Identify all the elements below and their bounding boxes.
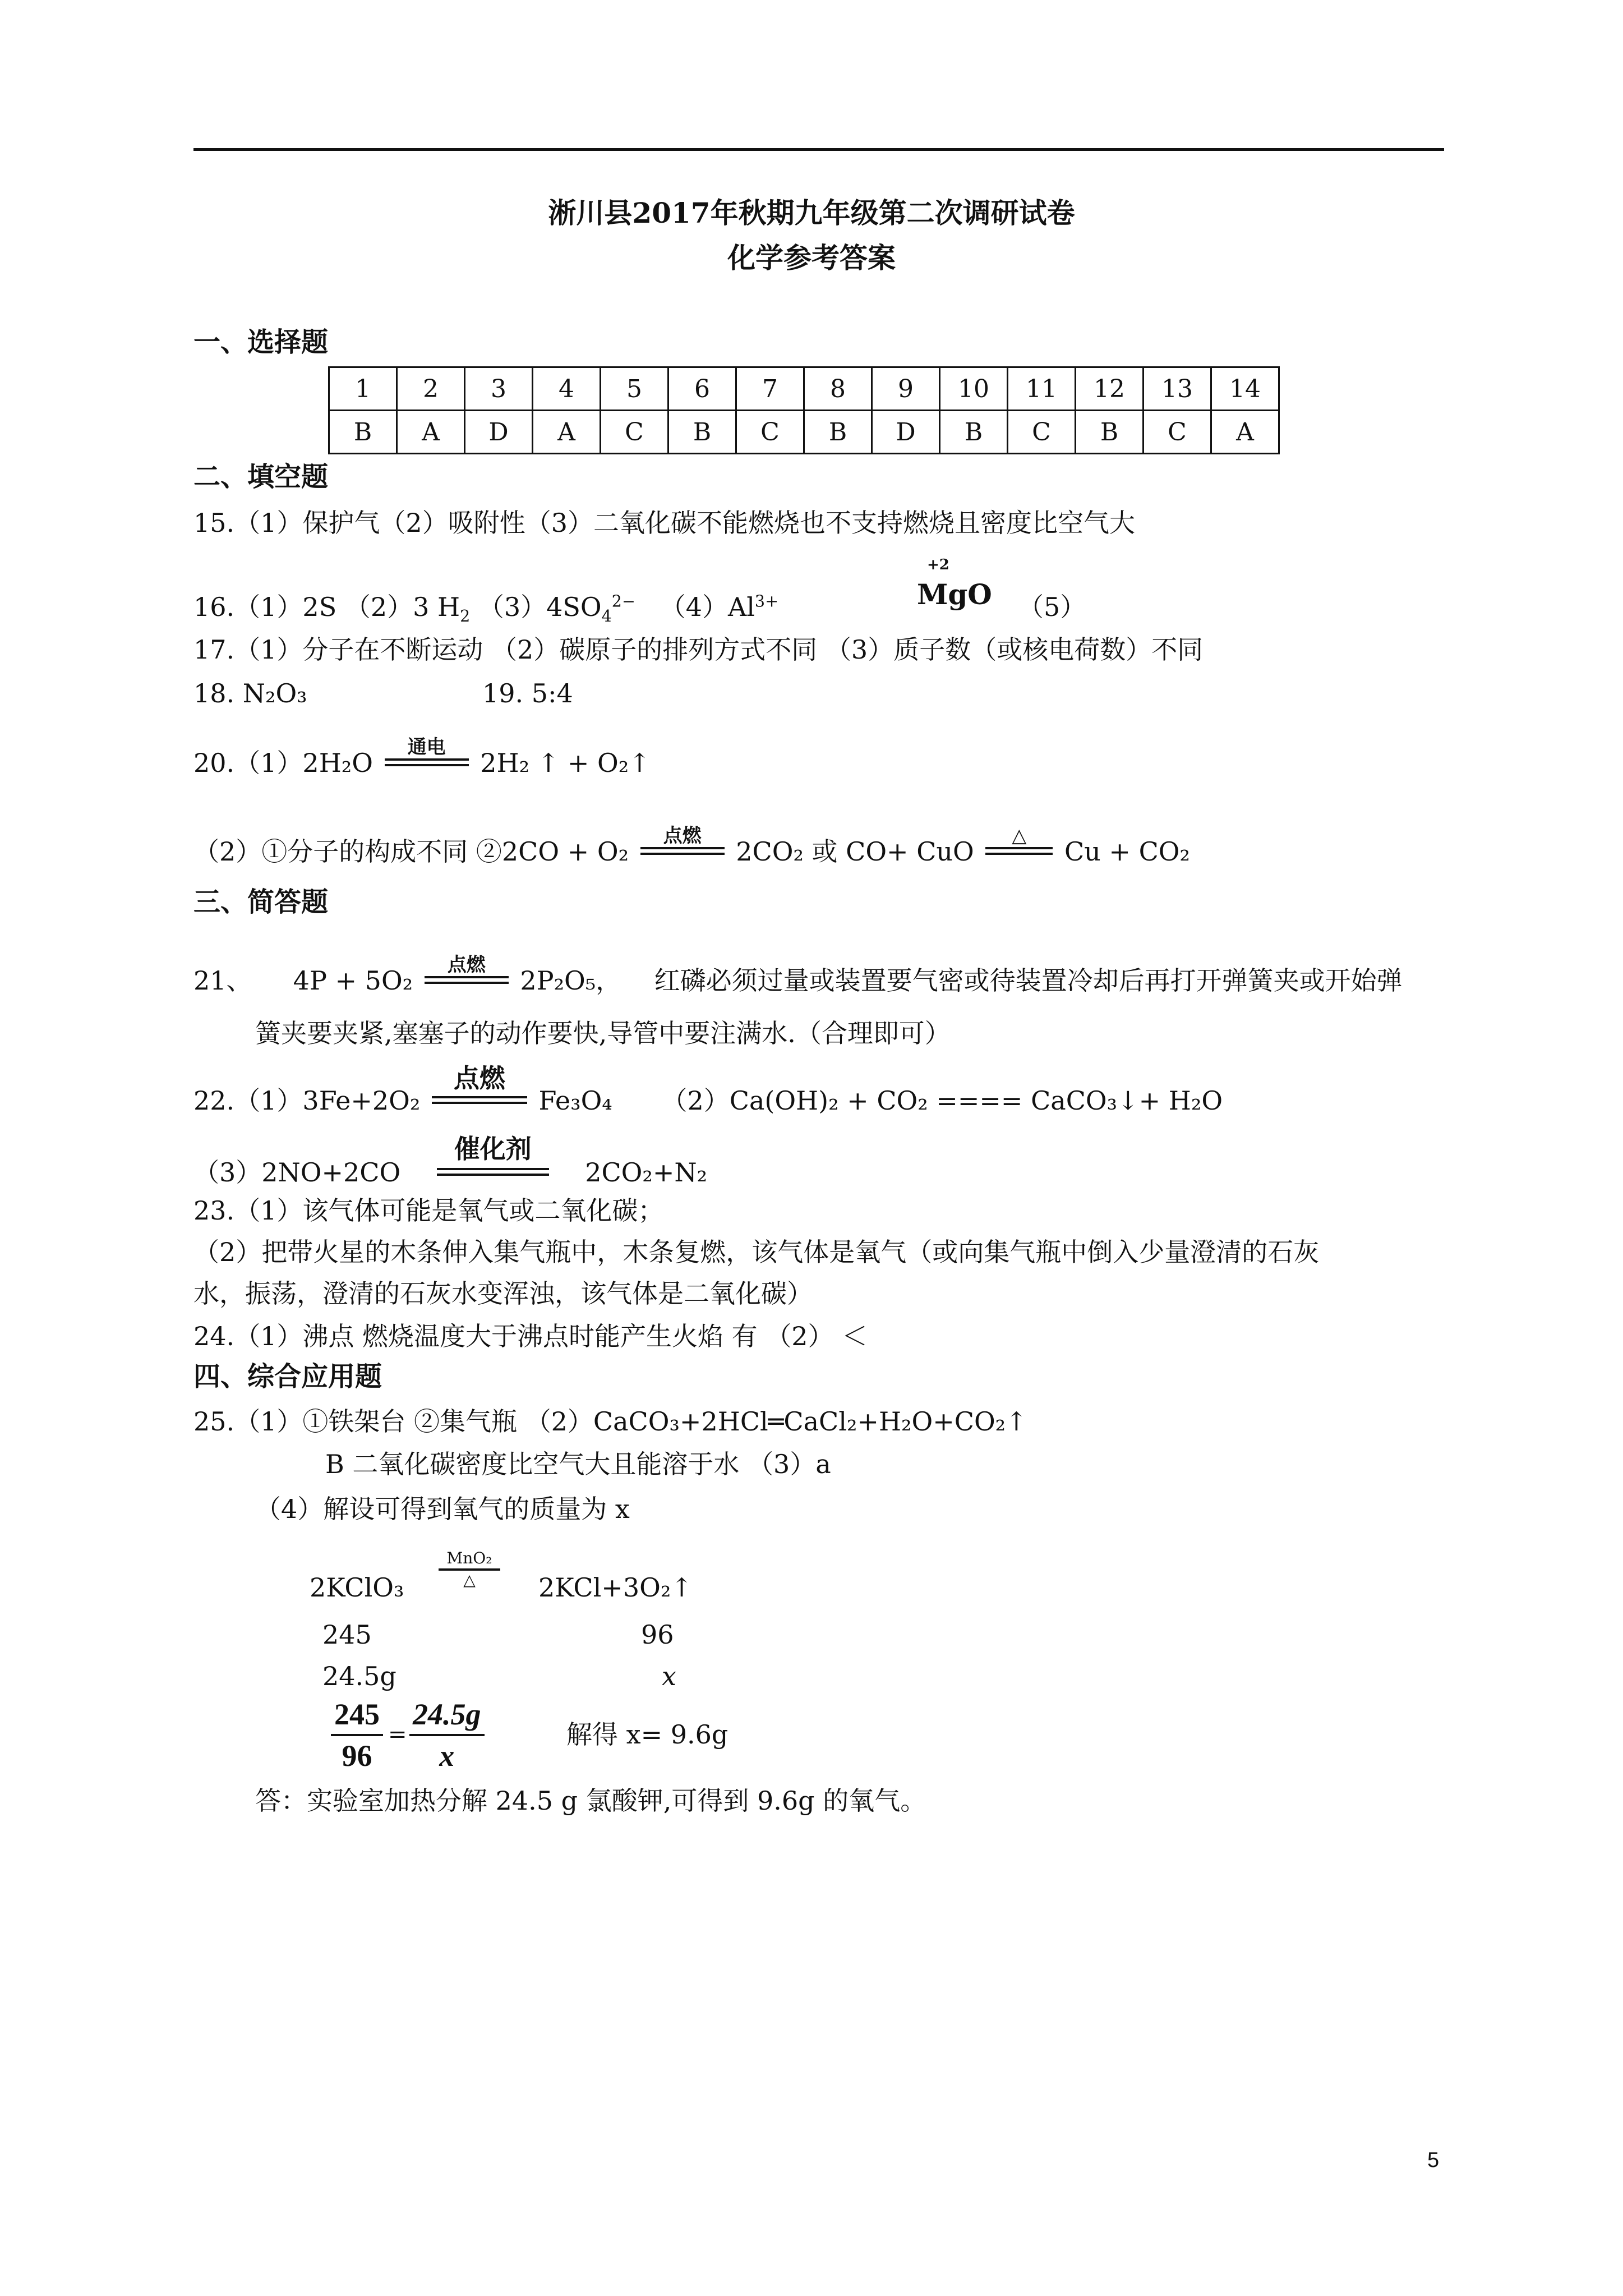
q16-part4: （4）Al <box>660 592 755 622</box>
table-cell: 11 <box>1008 367 1076 411</box>
header-rule <box>193 148 1444 151</box>
section-short-answer: 三、简答题 <box>193 886 329 918</box>
q21-eq-left: 4P + 5O₂ <box>293 965 413 996</box>
question-20-part2 <box>193 825 1190 868</box>
q16-mgo-oxidation: +2 <box>927 556 949 573</box>
table-cell: 5 <box>601 367 668 411</box>
q20-condition-bar <box>385 758 469 761</box>
q21-condition-bar <box>425 976 509 978</box>
q25-solve: 解得 x= 9.6g <box>566 1719 728 1750</box>
q20-condition-label: 通电 <box>407 736 446 758</box>
q16-mgo-formula: MgO <box>917 578 992 611</box>
q22-part1-end: Fe₃O₄ <box>538 1085 612 1116</box>
q22-condition-3-label: 催化剂 <box>454 1134 532 1164</box>
q22-condition-3 <box>437 1134 549 1186</box>
q25-eq-left: 2KClO₃ <box>310 1572 404 1603</box>
table-cell: B <box>804 411 872 454</box>
page-number: 5 <box>1427 2148 1440 2172</box>
question-20-part1 <box>193 736 651 780</box>
q20-condition-bar <box>640 853 725 855</box>
table-cell: 1 <box>329 367 397 411</box>
table-cell: B <box>940 411 1008 454</box>
section-fill-blank: 二、填空题 <box>193 461 329 493</box>
q22-part3-lead: （3）2NO+2CO <box>193 1157 401 1188</box>
answer-table <box>328 366 1280 454</box>
q20-part2-lead: （2）①分子的构成不同 ②2CO + O₂ <box>193 836 629 867</box>
q21-number: 21、 <box>193 965 252 996</box>
q20-condition-2 <box>640 825 725 865</box>
page-title: 淅川县2017年秋期九年级第二次调研试卷 <box>548 196 1075 229</box>
question-25-line-3: （4）解设可得到氧气的质量为 x <box>255 1494 630 1524</box>
q21-text-1: 红磷必须过量或装置要气密或待装置冷却后再打开弹簧夹或开始弹 <box>654 965 1403 996</box>
q25-answer: 答：实验室加热分解 24.5 g 氯酸钾,可得到 9.6g 的氧气。 <box>255 1786 926 1816</box>
table-cell: 2 <box>397 367 465 411</box>
q20-product: 2H₂ ↑ + O₂↑ <box>480 748 651 778</box>
table-cell: D <box>465 411 533 454</box>
q25-eq-right: 2KCl+3O₂↑ <box>538 1572 693 1603</box>
q21-condition-bar <box>425 982 509 984</box>
table-cell: C <box>601 411 668 454</box>
q20-part2-mid: 2CO₂ 或 CO+ CuO <box>736 836 974 867</box>
question-23-line-2: （2）把带火星的木条伸入集气瓶中，木条复燃，该气体是氧气（或向集气瓶中倒入少量澄清的石灰 <box>193 1237 1320 1267</box>
q20-condition-bar <box>385 764 469 766</box>
q25-condition-bottom: △ <box>463 1571 476 1589</box>
section-comprehensive: 四、综合应用题 <box>193 1361 382 1392</box>
q20-part2-end: Cu + CO₂ <box>1064 836 1190 867</box>
table-cell: C <box>1144 411 1211 454</box>
q22-part3-end: 2CO₂+N₂ <box>585 1157 708 1188</box>
table-cell: 12 <box>1076 367 1144 411</box>
q25-fraction-2-num: 24.5g <box>409 1697 485 1736</box>
q25-equals: = <box>388 1722 407 1747</box>
table-cell: A <box>1211 411 1279 454</box>
q25-fraction-2 <box>409 1697 485 1773</box>
q16-so4-charge: 2− <box>611 592 635 611</box>
q21-eq-right: 2P₂O₅， <box>520 965 622 996</box>
q25-fraction-2-den: x <box>439 1739 455 1773</box>
q22-condition-bar <box>437 1168 549 1170</box>
q16-part3: （3）4SO <box>478 592 602 622</box>
q20-condition-bar <box>985 853 1053 855</box>
table-cell: B <box>668 411 736 454</box>
q20-condition-3-label: △ <box>1012 825 1027 847</box>
q25-fraction-1 <box>331 1697 383 1773</box>
question-19: 19. 5:4 <box>482 678 573 708</box>
table-cell: B <box>329 411 397 454</box>
q16-mgo <box>917 556 992 611</box>
q25-fraction-1-den: 96 <box>342 1739 372 1773</box>
table-cell: 4 <box>533 367 601 411</box>
question-17: 17.（1）分子在不断运动 （2）碳原子的排列方式不同 （3）质子数（或核电荷数）不同 <box>193 634 1204 665</box>
table-cell: 10 <box>940 367 1008 411</box>
question-23-line-3: 水，振荡，澄清的石灰水变浑浊，该气体是二氧化碳） <box>193 1278 813 1309</box>
q20-condition-bar <box>640 847 725 849</box>
table-cell: 6 <box>668 367 736 411</box>
q21-condition-label: 点燃 <box>447 954 486 976</box>
q20-condition <box>385 736 469 776</box>
table-cell: B <box>1076 411 1144 454</box>
table-cell: 9 <box>872 367 940 411</box>
q16-part5: （5） <box>1018 592 1086 622</box>
section-choice: 一、选择题 <box>193 326 329 358</box>
question-25-line-1: 25.（1）①铁架台 ②集气瓶 （2）CaCO₃+2HCl═CaCl₂+H₂O+CO₂↑ <box>193 1406 1027 1437</box>
q22-condition-bar <box>432 1102 527 1104</box>
table-cell: A <box>397 411 465 454</box>
table-cell: 13 <box>1144 367 1211 411</box>
q22-part2: （2）Ca(OH)₂ + CO₂ ==== CaCO₃↓+ H₂O <box>661 1085 1223 1116</box>
table-cell: 8 <box>804 367 872 411</box>
q21-condition <box>425 954 509 994</box>
q25-condition <box>439 1549 500 1590</box>
page-subtitle: 化学参考答案 <box>727 241 896 274</box>
q20-condition-2-label: 点燃 <box>663 825 702 847</box>
q22-condition-bar <box>437 1174 549 1176</box>
q16-lead: 16.（1）2S （2）3 H <box>193 592 460 622</box>
question-22-part3 <box>193 1134 708 1189</box>
question-25-line-2: B 二氧化碳密度比空气大且能溶于水 （3）a <box>325 1449 831 1479</box>
table-cell: D <box>872 411 940 454</box>
question-15: 15.（1）保护气（2）吸附性（3）二氧化碳不能燃烧也不支持燃烧且密度比空气大 <box>193 508 1135 538</box>
q22-condition <box>432 1063 527 1114</box>
table-cell: 7 <box>736 367 804 411</box>
table-cell: C <box>1008 411 1076 454</box>
question-24: 24.（1）沸点 燃烧温度大于沸点时能产生火焰 有 （2） ＜ <box>193 1321 868 1351</box>
q20-lead: 20.（1）2H₂O <box>193 748 373 778</box>
table-cell: C <box>736 411 804 454</box>
q25-mass-2: 96 <box>641 1619 674 1650</box>
q16-sub: 4 <box>601 607 612 626</box>
q25-condition-top: MnO₂ <box>446 1549 492 1567</box>
table-cell: 3 <box>465 367 533 411</box>
answer-table-answers-row <box>329 411 1279 454</box>
q22-lead: 22.（1）3Fe+2O₂ <box>193 1085 421 1116</box>
q25-value-2: x <box>662 1661 676 1691</box>
question-22-part1 <box>193 1063 1223 1117</box>
answer-table-numbers-row <box>329 367 1279 411</box>
q16-sub: 2 <box>460 607 471 626</box>
q21-text-2: 簧夹要夹紧,塞塞子的动作要快,导管中要注满水.（合理即可） <box>255 1018 951 1048</box>
question-16 <box>193 590 778 624</box>
q16-al-charge: 3+ <box>754 592 778 611</box>
q25-value-1: 24.5g <box>322 1661 396 1691</box>
question-18: 18. N₂O₃ <box>193 678 307 708</box>
q22-condition-label: 点燃 <box>453 1063 505 1093</box>
q22-condition-bar <box>432 1096 527 1098</box>
table-cell: A <box>533 411 601 454</box>
q25-fraction-1-num: 245 <box>331 1697 383 1736</box>
q25-mass-1: 245 <box>322 1619 372 1650</box>
q20-condition-bar <box>985 847 1053 849</box>
q20-condition-3 <box>985 825 1053 865</box>
table-cell: 14 <box>1211 367 1279 411</box>
question-23-line-1: 23.（1）该气体可能是氧气或二氧化碳； <box>193 1195 664 1226</box>
question-21 <box>193 954 1403 997</box>
